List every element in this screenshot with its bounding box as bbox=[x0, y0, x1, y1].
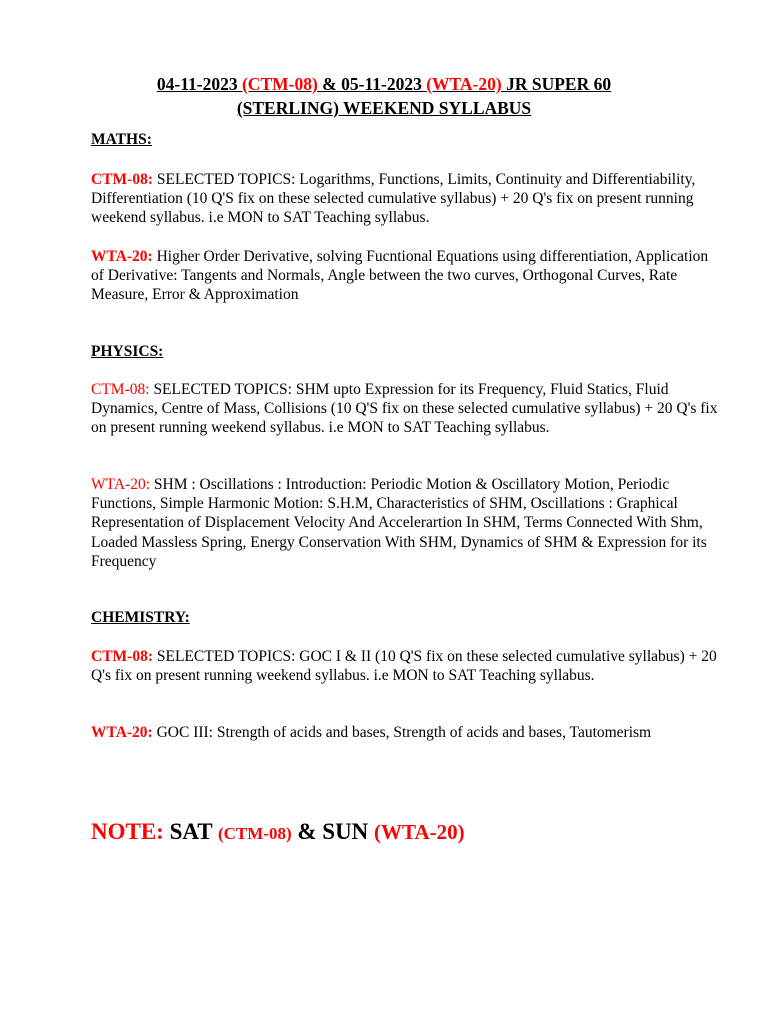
title-date-1: 04-11-2023 bbox=[156, 74, 242, 94]
note-sun: & SUN bbox=[291, 819, 375, 844]
note-line bbox=[91, 816, 465, 850]
maths-heading: MATHS: bbox=[91, 131, 152, 148]
maths-wta-text: Higher Order Derivative, solving Fucntional Equations using differentiation, Application of Derivative: Tangents and Normals, Angle between the two curves, Orthogonal Curves, Rate Measure, Error & Approximation bbox=[91, 248, 709, 304]
physics-ctm-paragraph bbox=[91, 380, 721, 438]
title-line-2: (STERLING) WEEKEND SYLLABUS bbox=[236, 98, 532, 118]
maths-wta-paragraph bbox=[91, 247, 721, 305]
chemistry-wta-paragraph bbox=[91, 723, 721, 742]
physics-ctm-text: SELECTED TOPICS: SHM upto Expression for its Frequency, Fluid Statics, Fluid Dynamics, Centre of Mass, Collisions (10 Q'S fix on these selected cumulative syllabus) + 20 Q's fix on present running weekend syllabus. i.e MON to SAT Teaching syllabus. bbox=[91, 381, 718, 437]
title-code-wta: (WTA-20) bbox=[426, 74, 502, 94]
physics-wta-text: SHM : Oscillations : Introduction: Periodic Motion & Oscillatory Motion, Periodic Functions, Simple Harmonic Motion: S.H.M, Characteristics of SHM, Oscillations : Graphical Representation of Displacement Velocity And Accelerartion In SHM, Terms Connected With Shm, Loaded Massless Spring, Energy Conservation With SHM, Dynamics of SHM & Expression for its Frequency bbox=[91, 476, 707, 570]
maths-wta-label: WTA-20: bbox=[91, 248, 153, 265]
chemistry-ctm-paragraph bbox=[91, 647, 721, 685]
chemistry-ctm-label: CTM-08: bbox=[91, 648, 153, 665]
chemistry-wta-label: WTA-20: bbox=[91, 724, 153, 741]
chemistry-ctm-text: SELECTED TOPICS: GOC I & II (10 Q'S fix on these selected cumulative syllabus) + 20 Q's fix on present running weekend syllabus. i.e MON to SAT Teaching syllabus. bbox=[91, 648, 717, 685]
note-sat: SAT bbox=[169, 819, 218, 844]
note-label: NOTE: bbox=[91, 819, 170, 844]
note-wta: (WTA-20) bbox=[374, 820, 465, 844]
physics-heading: PHYSICS: bbox=[91, 343, 164, 360]
maths-ctm-paragraph bbox=[91, 170, 721, 228]
page-title bbox=[60, 72, 708, 120]
maths-ctm-text: SELECTED TOPICS: Logarithms, Functions, Limits, Continuity and Differentiability, Differentiation (10 Q'S fix on these selected cumulative syllabus) + 20 Q's fix on present running weekend syllabus. i.e MON to SAT Teaching syllabus. bbox=[91, 171, 696, 227]
physics-wta-paragraph bbox=[91, 475, 721, 571]
chemistry-wta-text: GOC III: Strength of acids and bases, Strength of acids and bases, Tautomerism bbox=[152, 724, 652, 741]
physics-wta-label: WTA-20: bbox=[91, 476, 151, 493]
title-date-2: & 05-11-2023 bbox=[317, 74, 427, 94]
physics-ctm-label: CTM-08: bbox=[91, 381, 150, 398]
chemistry-heading: CHEMISTRY: bbox=[91, 609, 190, 626]
note-ctm: (CTM-08) bbox=[217, 824, 292, 843]
maths-ctm-label: CTM-08: bbox=[91, 171, 153, 188]
title-code-ctm: (CTM-08) bbox=[241, 74, 318, 94]
title-rest: JR SUPER 60 bbox=[501, 74, 612, 94]
